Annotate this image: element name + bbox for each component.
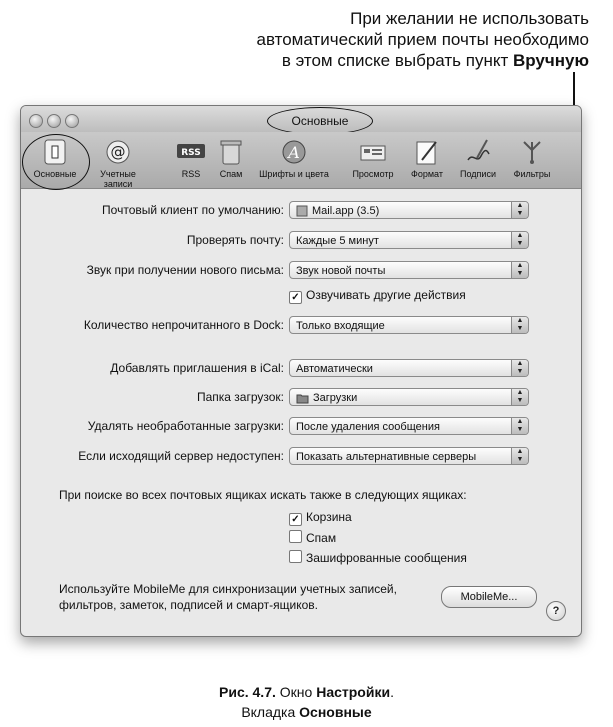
- caption-bold-2: Основные: [299, 704, 372, 720]
- check-mail-label: Проверять почту:: [186, 233, 284, 247]
- remove-downloads-label: Удалять необработанные загрузки:: [87, 419, 284, 433]
- popup-arrows-icon: ▲ ▼: [511, 317, 528, 333]
- tab-rss-label: RSS: [181, 169, 201, 179]
- rules-filter-icon: [519, 138, 545, 166]
- checkmark-icon: ✓: [289, 291, 302, 304]
- search-mailboxes-heading: При поиске во всех почтовых ящиках искать также в следующих ящиках:: [59, 488, 467, 502]
- tab-composing[interactable]: [405, 138, 449, 184]
- tab-rss[interactable]: [171, 138, 211, 184]
- tab-accounts[interactable]: [85, 138, 151, 189]
- annotation-line-2: автоматический прием почты необходимо: [256, 30, 589, 49]
- play-sounds-checkbox[interactable]: [289, 288, 466, 304]
- check-mail-value: Каждые 5 минут: [296, 235, 379, 247]
- minimize-window-button[interactable]: [47, 114, 61, 128]
- popup-arrows-icon: ▲ ▼: [511, 448, 528, 464]
- popup-arrows-icon: ▲ ▼: [511, 262, 528, 278]
- popup-arrows-icon: ▲ ▼: [511, 202, 528, 218]
- ical-invites-value: Автоматически: [296, 363, 373, 375]
- default-client-label: Почтовый клиент по умолчанию:: [102, 203, 284, 217]
- window-title: Основные: [267, 107, 373, 135]
- annotation-line-3-text: в этом списке выбрать пункт: [281, 51, 513, 70]
- tab-signatures-label: Подписи: [460, 169, 496, 179]
- remove-downloads-value: После удаления сообщения: [296, 421, 440, 433]
- popup-arrows-icon: ▲ ▼: [511, 360, 528, 376]
- mobileme-text-line-1: Используйте MobileMe для синхронизации учетных записей,: [59, 582, 397, 596]
- annotation-callout: [169, 8, 589, 71]
- outgoing-unavailable-label: Если исходящий сервер недоступен:: [78, 449, 284, 463]
- search-encrypted-label: Зашифрованные сообщения: [306, 551, 467, 565]
- dock-unread-popup[interactable]: [289, 316, 529, 334]
- mobileme-text-line-2: фильтров, заметок, подписей и смарт-ящиков.: [59, 598, 318, 612]
- font-a-icon: [280, 138, 308, 166]
- play-sounds-label: Озвучивать другие действия: [306, 288, 466, 302]
- mail-stamp-icon: [296, 205, 308, 217]
- rss-badge-text: RSS: [181, 148, 201, 158]
- tab-viewing[interactable]: [347, 138, 399, 184]
- outgoing-unavailable-popup[interactable]: [289, 447, 529, 465]
- general-settings-pane: [21, 189, 581, 635]
- title-bar[interactable]: [21, 106, 581, 133]
- popup-arrows-icon: ▲ ▼: [511, 418, 528, 434]
- caption-line-2: [0, 702, 613, 722]
- search-trash-checkbox[interactable]: [289, 510, 352, 526]
- trash-can-icon: [219, 138, 243, 166]
- rss-icon: [175, 138, 207, 166]
- tab-signatures[interactable]: [455, 138, 501, 184]
- tab-fonts-colors-label: Шрифты и цвета: [259, 169, 329, 179]
- preferences-window: [20, 105, 582, 637]
- signature-pen-icon: [465, 138, 491, 166]
- svg-text:@: @: [110, 143, 126, 161]
- empty-checkbox-icon: [289, 530, 302, 543]
- dock-unread-value: Только входящие: [296, 320, 385, 332]
- help-button[interactable]: ?: [546, 601, 566, 621]
- tab-composing-label: Формат: [411, 169, 443, 179]
- search-encrypted-checkbox[interactable]: [289, 550, 467, 565]
- at-sign-icon: [104, 138, 132, 166]
- mobileme-button[interactable]: MobileMe...: [441, 586, 537, 608]
- annotation-line-3-bold: Вручную: [512, 51, 589, 70]
- new-mail-sound-popup[interactable]: [289, 261, 529, 279]
- check-mail-popup[interactable]: [289, 231, 529, 249]
- tab-junk[interactable]: [213, 138, 249, 184]
- outgoing-unavailable-value: Показать альтернативные серверы: [296, 451, 477, 463]
- default-client-popup[interactable]: [289, 201, 529, 219]
- tab-general[interactable]: [27, 138, 83, 184]
- ical-invites-popup[interactable]: [289, 359, 529, 377]
- dock-unread-label: Количество непрочитанного в Dock:: [83, 318, 284, 332]
- default-client-value: Mail.app (3.5): [312, 205, 380, 217]
- tab-general-label: Основные: [33, 169, 77, 179]
- search-junk-label: Спам: [306, 531, 337, 545]
- caption-text-2: Вкладка: [241, 704, 300, 720]
- tab-viewing-label: Просмотр: [352, 169, 394, 179]
- new-mail-sound-label: Звук при получении нового письма:: [86, 263, 284, 277]
- tab-rules[interactable]: [507, 138, 557, 184]
- zoom-window-button[interactable]: [65, 114, 79, 128]
- empty-checkbox-icon: [289, 550, 302, 563]
- toolbar: [21, 132, 581, 189]
- search-junk-checkbox[interactable]: [289, 530, 336, 545]
- downloads-folder-label: Папка загрузок:: [196, 390, 284, 404]
- caption-figure-number: Рис. 4.7.: [219, 684, 276, 700]
- figure-caption: [0, 682, 613, 722]
- caption-dot: .: [390, 684, 394, 700]
- viewing-icon: [358, 138, 388, 166]
- folder-icon: [296, 393, 309, 404]
- downloads-folder-value: Загрузки: [313, 392, 358, 404]
- tab-accounts-label: Учетные записи: [100, 169, 136, 189]
- caption-line-1: [0, 682, 613, 702]
- new-mail-sound-value: Звук новой почты: [296, 265, 386, 277]
- tab-junk-label: Спам: [219, 169, 243, 179]
- remove-downloads-popup[interactable]: [289, 417, 529, 435]
- annotation-line-1: При желании не использовать: [350, 9, 589, 28]
- checkmark-icon: ✓: [289, 513, 302, 526]
- popup-arrows-icon: ▲ ▼: [511, 232, 528, 248]
- caption-text-1: Окно: [275, 684, 317, 700]
- ical-invites-label: Добавлять приглашения в iCal:: [110, 361, 284, 375]
- svg-text:A: A: [288, 143, 300, 162]
- tab-fonts-colors[interactable]: [253, 138, 335, 184]
- caption-bold-1: Настройки: [316, 684, 391, 700]
- tab-general-highlight: [22, 134, 90, 190]
- close-window-button[interactable]: [29, 114, 43, 128]
- popup-arrows-icon: ▲ ▼: [511, 389, 528, 405]
- tab-rules-label: Фильтры: [513, 169, 551, 179]
- annotation-line-3: [169, 50, 589, 71]
- downloads-folder-popup[interactable]: [289, 388, 529, 406]
- compose-pencil-icon: [414, 138, 440, 166]
- search-trash-label: Корзина: [306, 510, 352, 524]
